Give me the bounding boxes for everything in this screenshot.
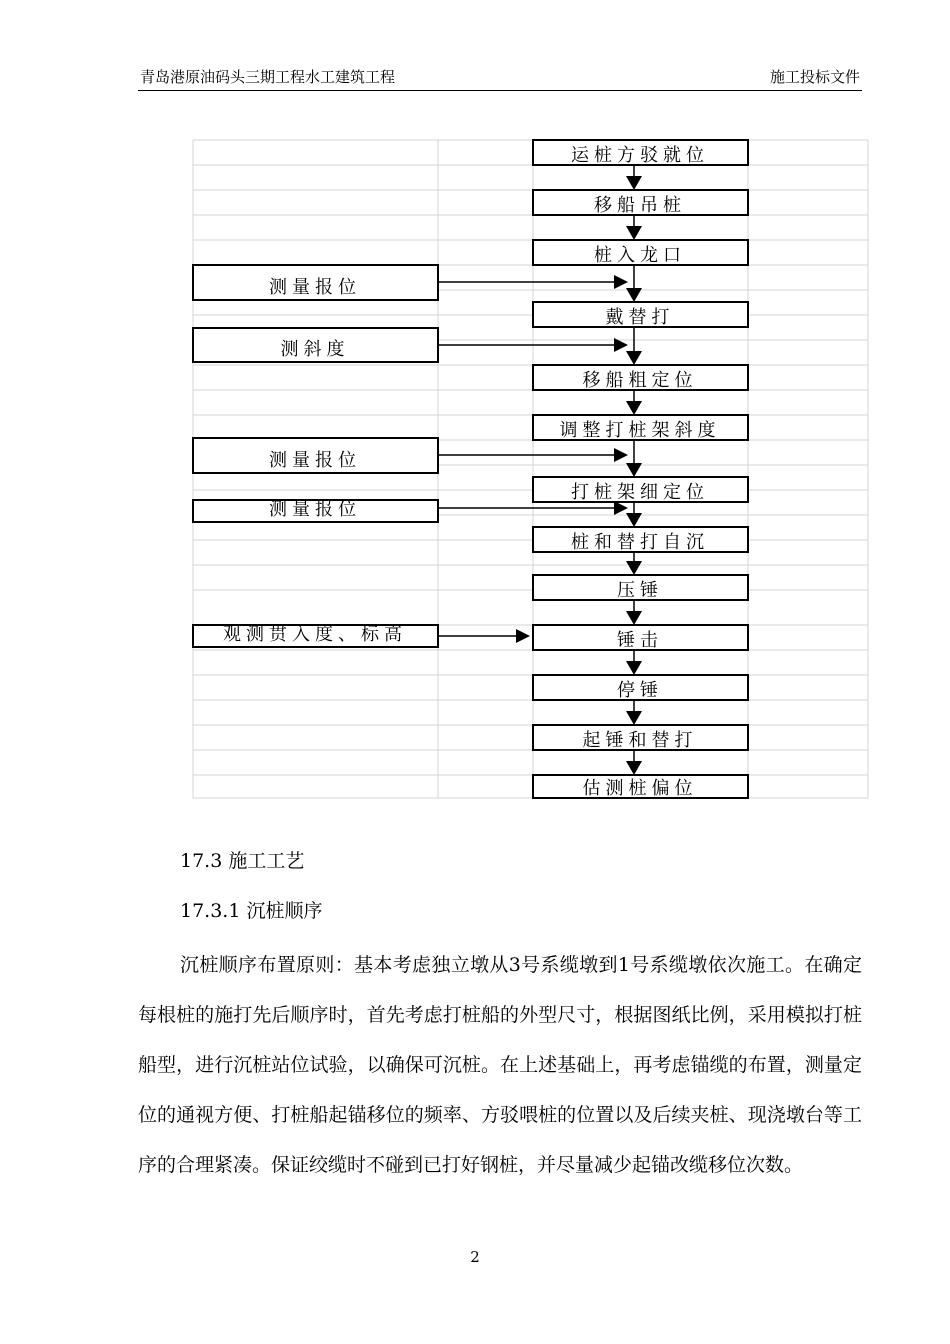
side-label: 测斜度 — [280, 339, 350, 360]
side-label: 测量报位 — [269, 277, 361, 298]
step-label: 起锤和替打 — [582, 730, 698, 751]
arrow-head — [626, 711, 642, 725]
arrow-head — [626, 288, 642, 302]
arrow-head — [626, 401, 642, 415]
header-left-title: 青岛港原油码头三期工程水工建筑工程 — [140, 68, 396, 86]
arrow-head — [614, 275, 628, 289]
side-box — [193, 438, 438, 473]
arrow-head — [626, 761, 642, 775]
step-box — [533, 775, 748, 799]
main-steps — [533, 140, 748, 799]
step-box — [533, 675, 748, 701]
step-label: 压锤 — [617, 580, 663, 601]
side-box — [193, 328, 438, 362]
page-number: 2 — [470, 1248, 480, 1266]
step-box — [533, 190, 748, 216]
arrow-head — [626, 226, 642, 240]
arrow-head — [626, 513, 642, 527]
step-box — [533, 415, 748, 441]
body-paragraph: 沉桩顺序布置原则：基本考虑独立墩从3号系缆墩到1号系缆墩依次施工。在确定每根桩的施打先后顺序时，首先考虑打桩船的外型尺寸，根据图纸比例，采用模拟打桩船型，进行沉桩站位试验，以确保可沉桩。在上述基础上，再考虑锚缆的布置，测量定位的通视方便、打桩船起锚移位的频率、方驳喂桩的位置以及后续夹桩、现浇墩台等工序的合理紧凑。保证绞缆时不碰到已打好钢桩，并尽量减少起锚改缆移位次数。 — [138, 954, 862, 1176]
arrow-head — [626, 176, 642, 190]
arrow-head — [614, 448, 628, 462]
side-box — [193, 498, 438, 522]
step-label: 桩和替打自沉 — [571, 532, 709, 553]
arrow-head — [516, 629, 530, 643]
subsection-heading: 17.3.1 沉桩顺序 — [180, 900, 323, 922]
step-label: 估测桩偏位 — [582, 778, 698, 799]
side-label: 观测贯入度、标高 — [223, 624, 407, 645]
step-label: 桩入龙口 — [594, 245, 686, 266]
step-box — [533, 302, 748, 328]
step-box — [533, 240, 748, 266]
step-label: 戴替打 — [605, 307, 675, 328]
step-box — [533, 527, 748, 553]
step-box — [533, 365, 748, 391]
step-label: 移船吊桩 — [594, 195, 686, 216]
side-box — [193, 624, 438, 647]
arrow-head — [626, 351, 642, 365]
step-box — [533, 477, 748, 503]
section-heading: 17.3 施工工艺 — [180, 850, 305, 872]
arrow-head — [626, 561, 642, 575]
step-label: 锤击 — [617, 630, 663, 651]
step-box — [533, 140, 748, 166]
arrow-head — [626, 463, 642, 477]
header-right-title: 施工投标文件 — [769, 68, 860, 86]
side-label: 测量报位 — [269, 450, 361, 471]
step-box — [533, 725, 748, 751]
arrow-head — [626, 661, 642, 675]
step-label: 调整打桩架斜度 — [559, 420, 721, 441]
step-label: 运桩方驳就位 — [571, 145, 709, 166]
side-label: 测量报位 — [269, 499, 361, 520]
step-label: 停锤 — [617, 680, 663, 701]
arrow-head — [614, 501, 628, 515]
side-box — [193, 265, 438, 300]
step-box — [533, 625, 748, 651]
step-label: 打桩架细定位 — [571, 482, 709, 503]
step-box — [533, 575, 748, 601]
arrow-head — [626, 611, 642, 625]
step-label: 移船粗定位 — [582, 370, 698, 391]
